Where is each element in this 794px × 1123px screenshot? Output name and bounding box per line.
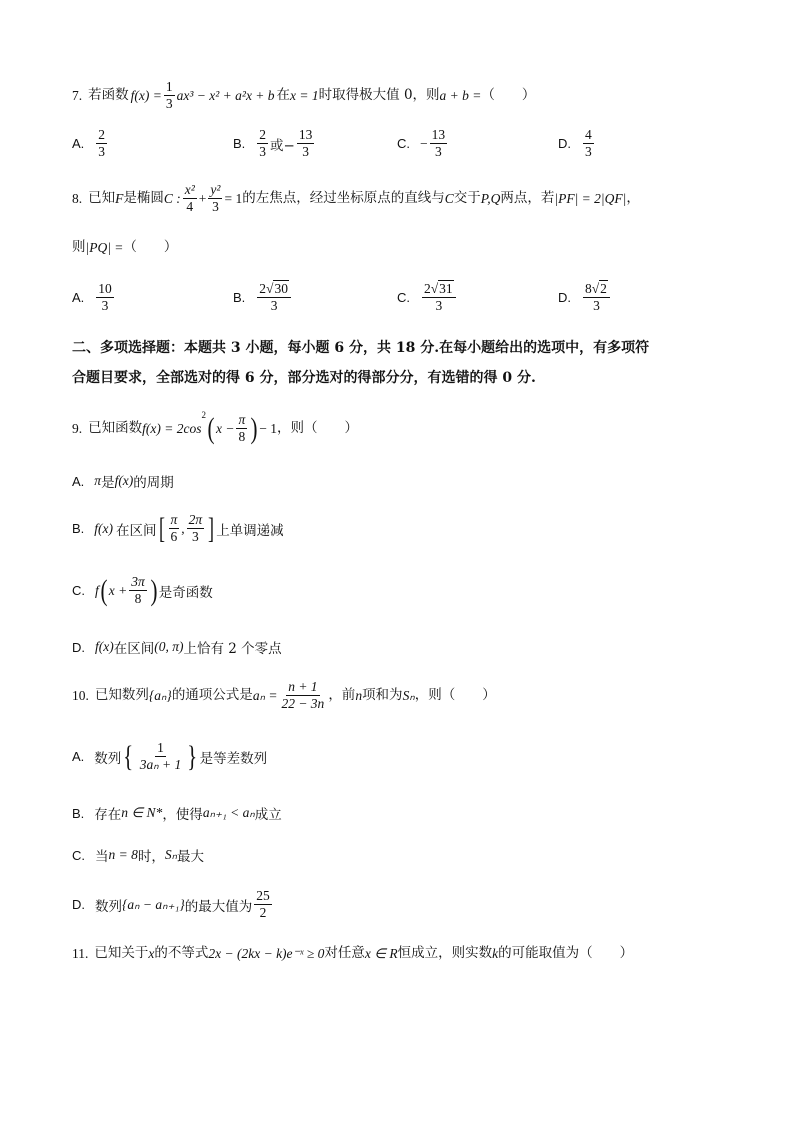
question-7 [72,80,535,111]
q8-eq: = 1 [224,190,243,206]
q8-plus: + [198,190,207,206]
q7-d-frac [583,128,594,159]
frac-den: 22 − 3n [281,696,325,712]
q10-suffix: ，则（ ） [414,686,496,703]
frac-den: 3 [212,199,219,215]
option-label: D. [558,136,571,152]
q8-text: 交于 [453,189,481,206]
frac-num: π [169,513,180,529]
q7-b-join: 或− [270,137,295,154]
ineq: aₙ₊₁ < aₙ [202,805,255,820]
option-label: D. [558,290,571,306]
frac-num: 2π [187,513,205,529]
q8-PQ: P,Q [480,190,501,206]
option-label: D. [72,639,85,655]
q7-b-frac1 [257,128,268,159]
frac-num: y² [208,183,222,199]
q10-n: n [355,687,363,703]
q8-option-c[interactable] [397,282,458,313]
q8-option-b[interactable] [233,282,293,313]
option-text: 成立 [254,807,282,823]
frac-num: 13 [297,128,315,144]
q7-cond: x = 1 [290,87,319,103]
q8-F: F [115,190,124,206]
q10-text: ，前 [328,686,356,703]
q7-number: 7. [72,87,83,103]
option-label: A. [72,136,85,152]
frac-den: 3aₙ + 1 [139,757,182,773]
q7-expr: ax³ − x² + a²x + b [176,87,275,103]
rparen: ) [150,574,158,608]
frac-den: 3 [435,144,442,160]
q7-prefix: 若函数 [88,86,129,103]
q7-option-a[interactable] [72,128,109,159]
q8-text: 两点，若 [500,189,555,206]
frac-den: 8 [238,429,246,445]
q8-text: 已知 [88,189,116,206]
q11-suffix: 的可能取值为（ ） [498,945,634,961]
q10-option-d[interactable] [72,889,274,920]
q9-suffix: ，则（ ） [276,419,358,436]
q7-option-b[interactable] [233,128,316,159]
frac-num: 13 [430,128,448,144]
option-text: 上恰有 2 个零点 [183,641,282,657]
q7-fraction [164,80,175,111]
inner: x + [108,582,128,598]
q11-text: 的不等式 [154,945,209,961]
frac-num: 2 [96,128,107,144]
q9-option-c[interactable] [72,575,213,606]
q7-mid: 在 [276,86,291,103]
comma: , [181,520,185,536]
q11-text: 已知关于 [94,945,149,961]
q8-C2: C [444,190,454,206]
q10-text: 项和为 [362,686,403,703]
q9-inner: x − [215,420,235,436]
option-text: 在区间 [116,522,157,539]
option-text: 最大 [177,849,205,865]
question-9: 9. 已知函数 f(x) = 2cos 2 ( x − $\frac{\pi}{8}$ ) − 1 ，则（ ） [72,410,358,446]
option-text: 数列 [95,898,122,915]
q7-a-frac [96,128,107,159]
q7-c-sign: − [420,135,428,151]
q7-func: f(x) = [130,87,162,103]
q10-number: 10. [72,687,89,703]
option-text: 的周期 [133,475,174,491]
q9-tail: − 1 [259,420,277,436]
q8-option-d[interactable] [558,282,612,313]
frac-den: 3 [302,144,309,160]
q8-text: 的左焦点，经过坐标原点的直线与 [242,189,445,206]
question-11 [72,947,633,961]
left-bracket: [ [158,512,165,546]
frac-num: x² [183,183,197,199]
q7-suffix: 时取得极大值 0，则 [318,86,440,103]
q8-C: C : [163,190,181,206]
frac-den: 3 [593,298,600,314]
frac-num: π [236,413,247,429]
q11-text: 对任意 [324,945,365,961]
option-label: B. [233,290,246,306]
q9-lparen: ( [207,412,215,446]
b-frac-b [187,513,205,544]
question-8-line2 [72,241,177,255]
q8-b-frac: $\frac{2√30}{3}$ [257,282,291,313]
frac-den: 3 [435,298,443,314]
q8-frac-y [208,183,222,214]
q9-text: 已知函数 [88,419,143,436]
q9-option-d[interactable] [72,637,282,657]
frac-den: 3 [192,529,199,545]
b-frac-a [169,513,180,544]
option-label: C. [397,136,410,152]
q10-frac [279,680,326,711]
q8-cond: |PF| = 2|QF| [554,190,627,206]
q10-seq: {aₙ} [148,687,172,703]
option-label: C. [72,847,85,863]
frac-num: n + 1 [286,680,319,696]
q8-comma: ， [626,189,640,206]
option-text: 当 [95,849,109,865]
q10-option-b[interactable] [72,803,282,823]
section-2-heading: 二、多项选择题：本题共 3 小题，每小题 6 分，共 18 分.在每小题给出的选项中，有多项符 [72,340,650,356]
frac-num: 10 [96,282,114,298]
option-label: C. [72,583,85,599]
q7-c-frac [430,128,448,159]
q11-ineq: 2x − (2kx − k)e⁻ˣ ≥ 0 [208,946,325,961]
option-label: C. [397,290,410,306]
q9-option-a[interactable] [72,471,174,491]
frac-den: 2 [259,905,267,921]
c-frac [129,575,147,606]
frac-den: 3 [101,298,109,314]
d-frac [254,889,272,920]
q7-paren: （ ） [481,86,536,103]
interval: (0, π) [154,639,184,654]
func: f [95,582,99,598]
option-label: A. [72,749,85,765]
frac-den: 6 [170,529,178,545]
option-text: 的最大值为 [184,898,253,915]
Sn: Sₙ [164,847,178,862]
option-text: 在区间 [113,641,155,657]
q8-option-a[interactable] [72,282,116,313]
option-label: B. [72,805,85,821]
option-label: B. [233,136,246,152]
frac-den: 8 [134,591,142,607]
section-2-heading-cont: 合题目要求，全部选对的得 6 分，部分选对的得部分分，有选错的得 0 分. [72,370,536,386]
frac-den: 3 [98,144,106,160]
q10-option-a[interactable] [72,741,267,772]
q8-paren: （ ） [123,239,178,255]
frac-den: 4 [186,199,194,215]
coef: 8 [585,281,592,296]
q8-text: 则 [72,239,86,255]
q9-number: 9. [72,420,83,436]
func: f(x) [95,639,114,654]
q8-text: 是椭圆 [123,189,164,206]
q8-frac-x [183,183,197,214]
q9-func: f(x) = 2cos [142,420,202,436]
q8-c-frac: $\frac{2√31}{3}$ [422,282,456,313]
q11-cond: x ∈ R [364,946,398,961]
option-text: 是等差数列 [199,750,268,767]
frac-num: 25 [254,889,272,905]
frac-den: 3 [270,298,278,314]
cond: n = 8 [108,847,138,862]
question-10 [72,680,496,711]
q11-x: x [148,946,155,961]
frac-num: 2 [257,128,268,144]
option-label: B. [72,521,85,537]
q9-rparen: ) [250,412,258,446]
q8-a-frac [96,282,114,313]
radicand: 2 [600,281,607,296]
q10-text: 已知数列 [94,686,149,703]
q10-an: aₙ = [252,687,278,703]
q11-number: 11. [72,946,89,961]
q7-frac-num: 1 [164,80,175,96]
q7-option-c[interactable] [397,128,449,159]
option-text: 是 [101,475,115,491]
radicand: 30 [274,281,288,296]
question-8 [72,183,640,214]
coef: 2 [424,281,431,296]
option-text: 时， [137,849,165,865]
option-text: 存在 [94,807,122,823]
q7-frac-den: 3 [165,96,173,112]
q9-frac [236,413,247,444]
option-text: ，使得 [162,807,203,823]
option-text: 是奇函数 [158,584,213,601]
func: f(x) [114,473,134,488]
cond: n ∈ N* [121,805,163,820]
q7-ask: a + b = [439,87,482,103]
seq: {aₙ − aₙ₊₁} [122,896,185,912]
func: f(x) [94,520,114,536]
left-brace: { [123,740,134,774]
q9-option-b[interactable] [72,513,284,544]
q7-option-d[interactable] [558,128,596,159]
lparen: ( [100,574,108,608]
q10-option-c[interactable] [72,845,204,865]
option-text: 数列 [94,750,122,767]
frac-num: 4 [583,128,594,144]
option-text: 上单调递减 [216,522,284,539]
right-bracket: ] [208,512,215,546]
a-frac [138,741,184,772]
q8-number: 8. [72,190,83,206]
pi: π [94,473,102,488]
q7-b-frac2 [297,128,315,159]
option-label: D. [72,897,85,913]
frac-den: 3 [585,144,592,160]
frac-num: 1 [155,741,166,757]
q10-Sn: Sₙ [402,687,415,703]
frac-den: 3 [259,144,267,160]
coef: 2 [259,281,267,296]
option-label: A. [72,290,85,306]
q8-d-frac: $\frac{8√2}{3}$ [583,282,610,313]
q10-text: 的通项公式是 [171,686,253,703]
frac-num: 3π [129,575,147,591]
option-label: A. [72,473,85,489]
right-brace: } [187,740,198,774]
radicand: 31 [439,281,453,296]
q11-text: 恒成立，则实数 [397,945,493,961]
q11-k: k [492,946,499,961]
q8-ask: |PQ| = [85,240,124,255]
